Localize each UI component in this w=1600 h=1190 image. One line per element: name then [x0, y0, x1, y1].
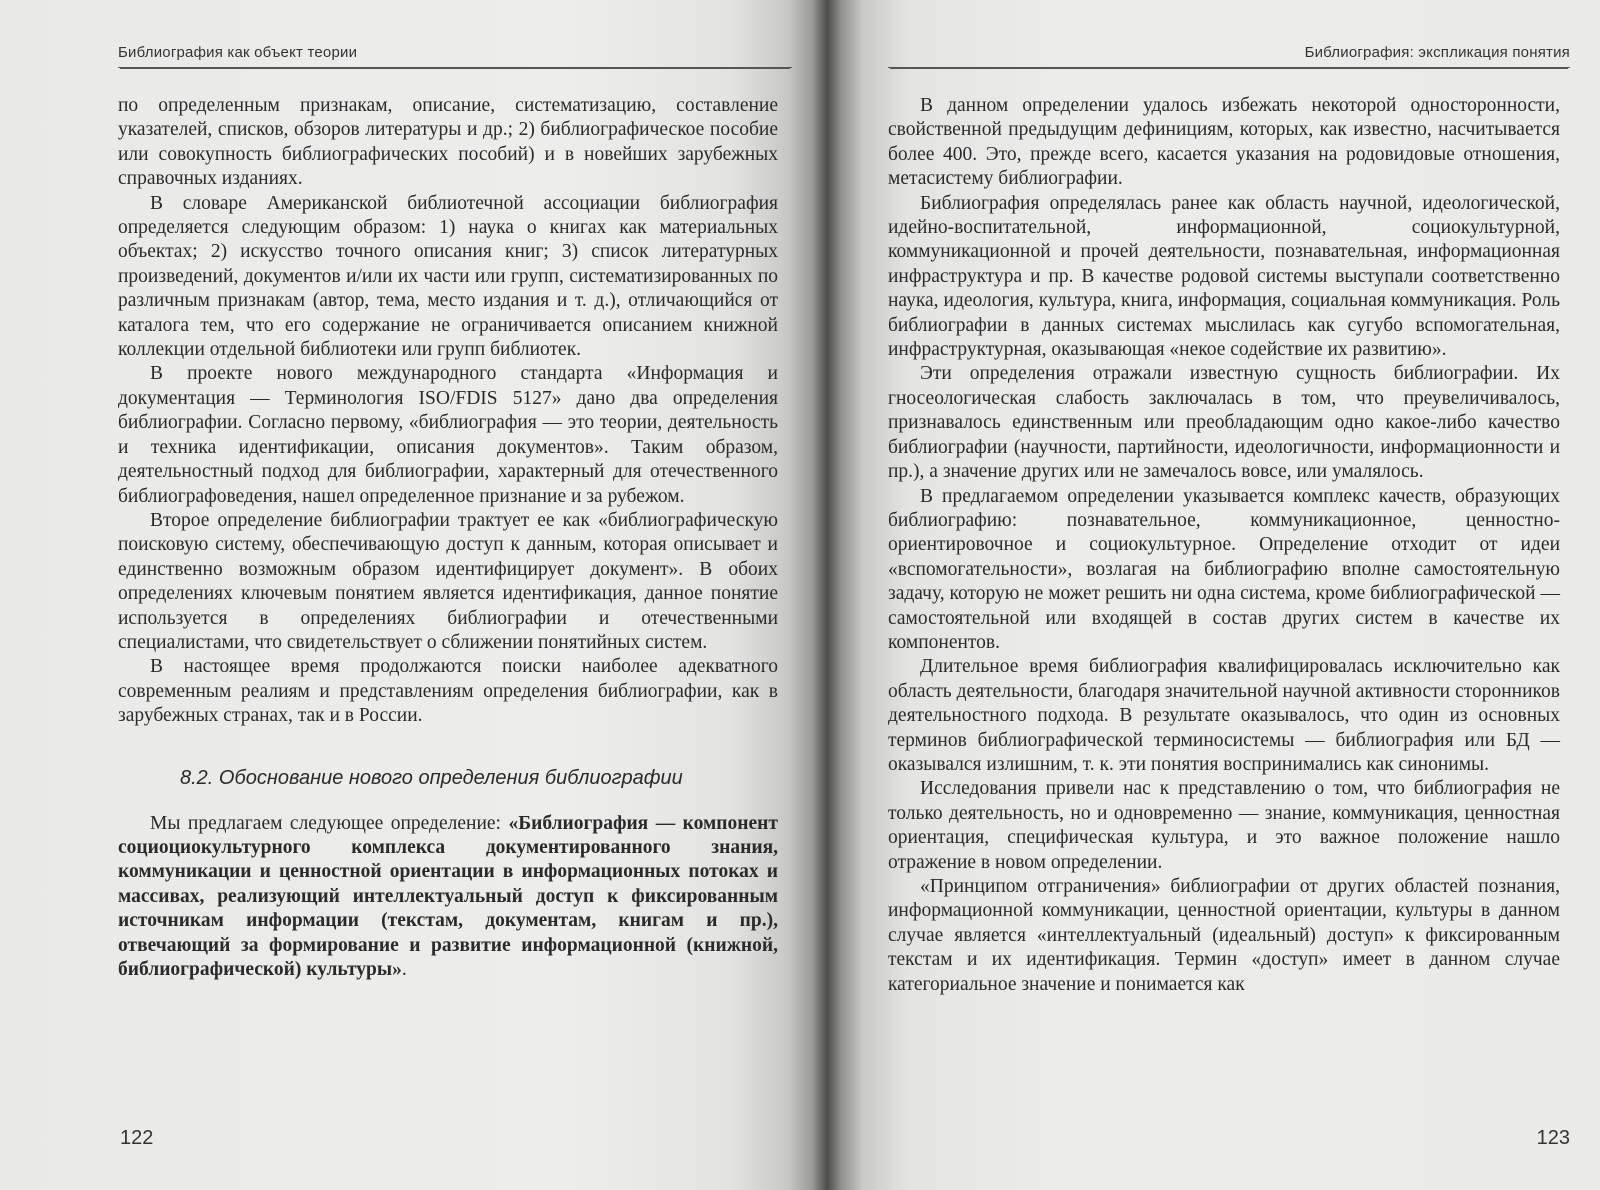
- definition-paragraph: [118, 812, 778, 983]
- book-spine: [812, 0, 840, 1190]
- paragraph: В настоящее время продолжаются поиски наиболее адекватного современным реалиям и представлениям определения библиографии, как в зарубежных странах, так и в России.: [118, 656, 778, 727]
- section-heading: 8.2. Обоснование нового определения библиографии: [180, 766, 683, 789]
- right-page: [840, 0, 1600, 1190]
- paragraph: В словаре Американской библиотечной ассоциации библиография определяется следующим образом: 1) наука о книгах как материальных объектах; 2) искусство точного описания книг; 3) список литературных произведений, документов и/или их части или групп, систематизированных по различным признакам (автор, тема, место издания и т. д.), отличающийся от каталога тем, что его содержание не ограничивается описанием книжной коллекции отдельной библиотеки или групп библиотек.: [118, 192, 778, 361]
- page-number-left: 122: [120, 1127, 154, 1149]
- paragraph: В проекте нового международного стандарта «Информация и документация — Терминология ISO/FDIS 5127» дано два определения библиографии. Согласно первому, «библиография — это теории, деятельность и техника идентификации, описания документов». Таким образом, деятельностный подход для библиографии, характерный для отечественного библиографоведения, нашел определенное признание и за рубежом.: [118, 363, 778, 507]
- paragraph: Исследования привели нас к представлению о том, что библиография не только деятельность, но и одновременно — знание, коммуникация, ценностная ориентация, специфическая культура, и это важное положение нашло отражение в новом определении.: [888, 778, 1560, 873]
- paragraph: Эти определения отражали известную сущность библиографии. Их гносеологическая слабость заключалась в том, что преувеличивалось, признавалось единственным или преобладающим одно какое-либо качество библиографии (научности, партийности, идеологичности, информационности и пр.), а значение других или не замечалось вовсе, или умалялось.: [888, 363, 1560, 483]
- paragraph: В предлагаемом определении указывается комплекс качеств, образующих библиографию: познавательное, коммуникационное, ценностно-ориентировочное и социокультурное. Определение отходит от идеи «вспомогательности», возлагая на библиографию вполне самостоятельную задачу, которую не может решить ни одна система, кроме библиографической — самостоятельной или входящей в состав других систем в качестве их компонентов.: [888, 485, 1560, 653]
- paragraph: Длительное время библиография квалифицировалась исключительно как область деятельности, благодаря значительной научной активности сторонников деятельностного подхода. В результате оказывалось, что один из основных терминов библиографической терминосистемы — библиография или БД — оказывался излишним, т. к. эти понятия воспринимались как синонимы.: [888, 656, 1560, 775]
- definition-end: .: [401, 959, 407, 980]
- page-number-right: 123: [1536, 1127, 1570, 1149]
- paragraph: В данном определении удалось избежать некоторой односторонности, свойственной предыдущим дефинициям, которых, как известно, насчитывается более 400. Это, прежде всего, касается указания на родовидовые отношения, метасистему библиографии.: [888, 95, 1560, 190]
- running-head-right: Библиография: экспликация понятия: [888, 44, 1570, 68]
- paragraph: Библиография определялась ранее как область научной, идеологической, идейно-воспитательной, информационной, социокультурной, коммуникационной и прочей деятельности, познавательная, информационная инфраструктура и пр. В качестве родовой системы выступали соответственно наука, идеология, культура, книга, информация, социальная коммуникация. Роль библиографии в данных системах мыслилась как сугубо вспомогательная, инфраструктурная, оказывающая «некое содействие их развитию».: [888, 192, 1560, 361]
- left-text-body: [118, 94, 778, 982]
- paragraph: по определенным признакам, описание, систематизацию, составление указателей, списков, обзоров литературы и др.; 2) библиографическое пособие или совокупность библиографических пособий) и в новейших зарубежных справочных изданиях.: [118, 95, 778, 190]
- running-head-left: Библиография как объект теории: [118, 44, 792, 68]
- definition-bold: «Библиография — компонент социоциокультурного комплекса документированного знания, коммуникации и ценностной ориентации в информационных потоках и массивах, реализующий интеллектуальный доступ к фиксированным источникам информации (текстам, документам, книгам и пр.), отвечающий за формирование и развитие информационной (книжной, библиографической) культуры»: [118, 812, 778, 980]
- definition-intro: Мы предлагаем следующее определение:: [150, 812, 509, 834]
- paragraph: «Принципом отграничения» библиографии от других областей познания, информационной коммуникации, ценностной ориентации, культуры в данном случае является «интеллектуальный (идеальный) доступ» к фиксированным текстам и их идентификация. Термин «доступ» имеет в данном случае категориальное значение и понимается как: [888, 876, 1560, 995]
- right-text-body: [888, 94, 1560, 997]
- paragraph: Второе определение библиографии трактует ее как «библиографическую поисковую систему, обеспечивающую доступ к данным, которая описывает и единственно возможным образом идентифицирует документ». В обоих определениях ключевым понятием является идентификация, данное понятие используется в определениях библиографии и отечественными специалистами, что свидетельствует о сближении понятийных систем.: [118, 509, 778, 653]
